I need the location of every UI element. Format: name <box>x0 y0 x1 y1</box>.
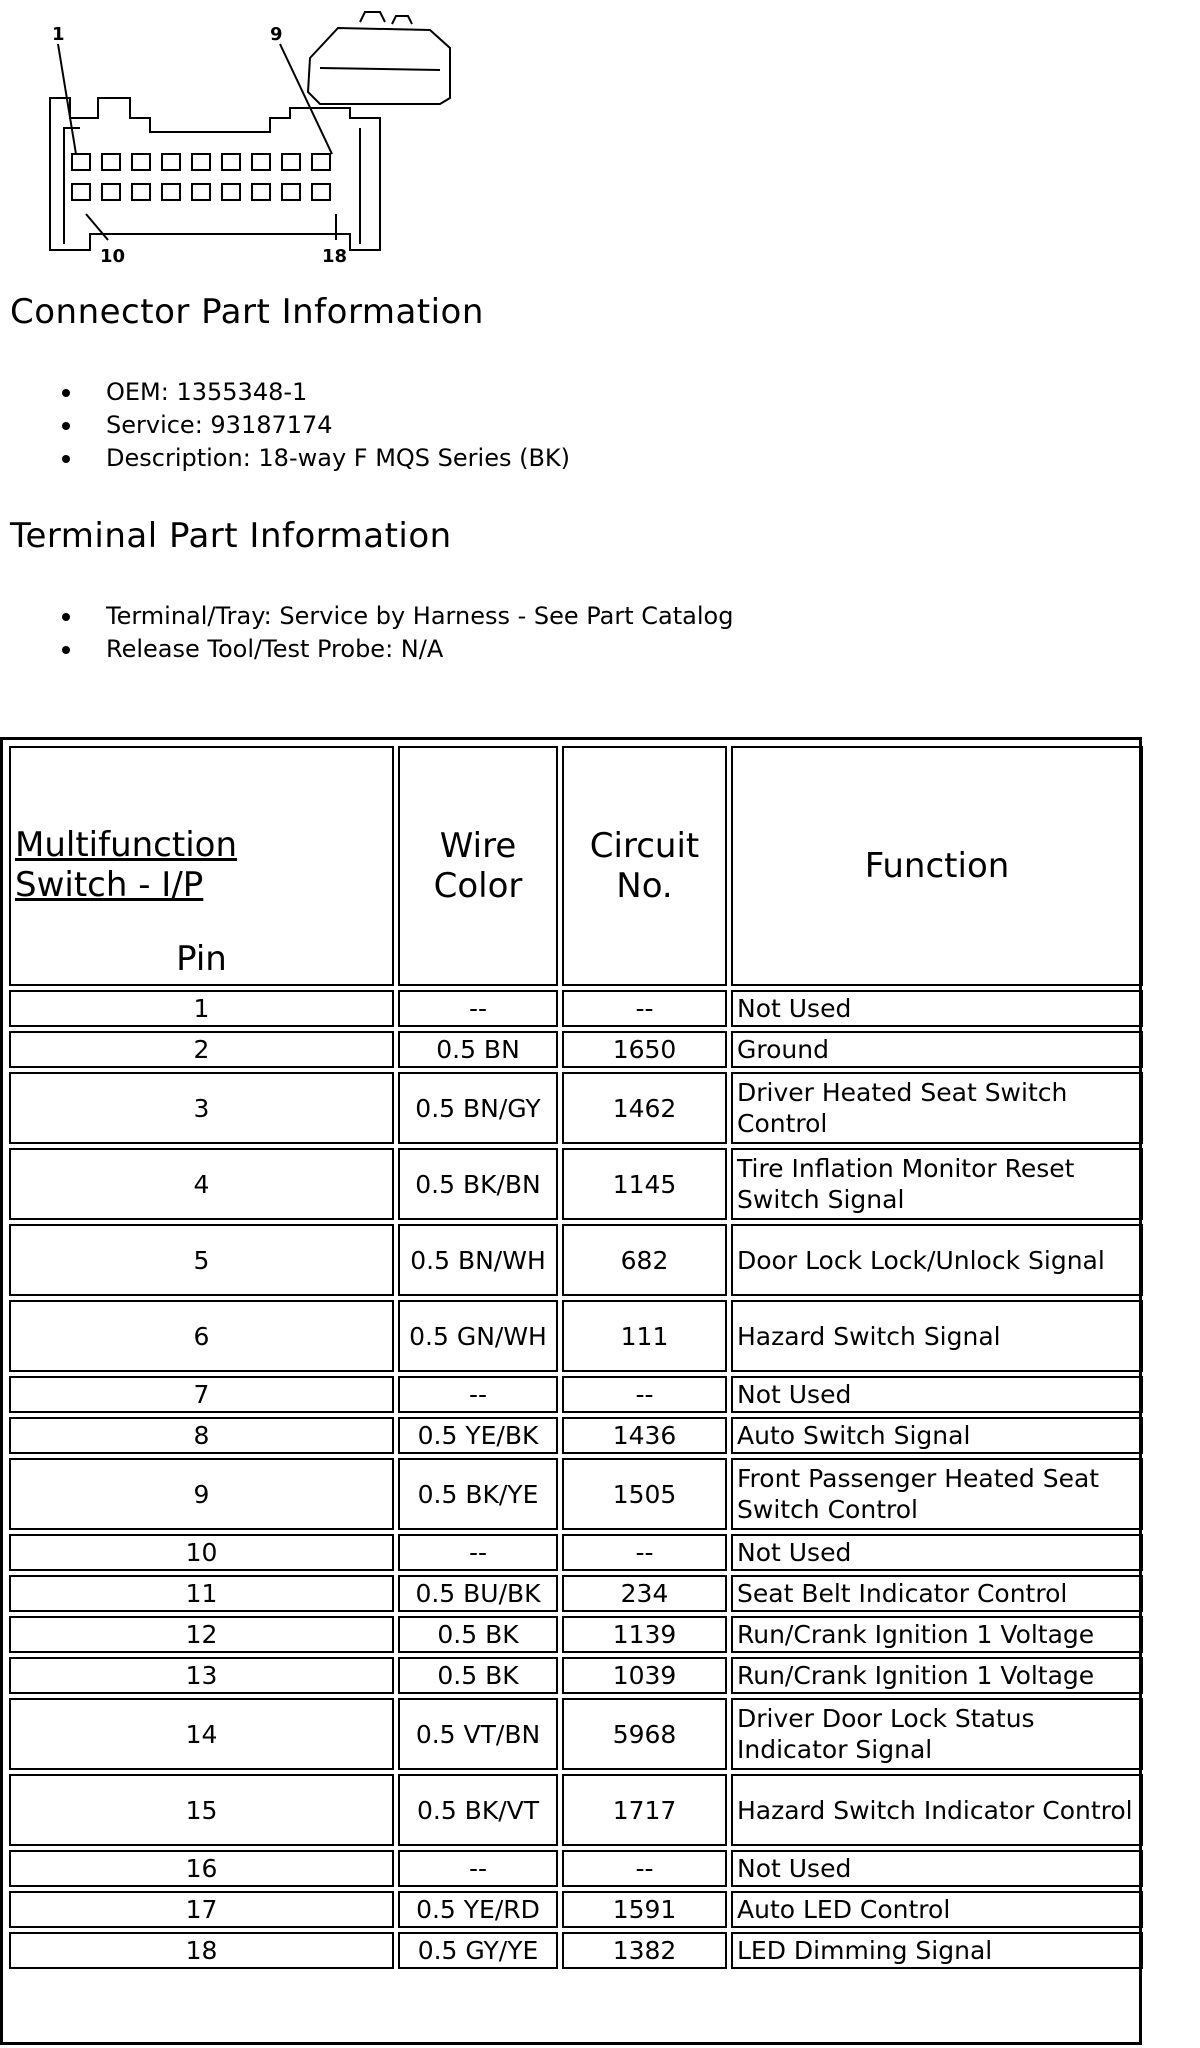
cavity <box>72 154 90 170</box>
pin-cell: 12 <box>9 1616 394 1653</box>
callout-10: 10 <box>100 246 126 267</box>
wire-color-cell: -- <box>398 1376 558 1413</box>
table-row <box>9 1376 1143 1413</box>
callout-18: 18 <box>322 246 348 267</box>
header-pin-label: Pin <box>176 939 227 979</box>
connector-description: Description: 18-way F MQS Series (BK) <box>60 442 570 475</box>
circuit-cell: -- <box>562 1534 727 1571</box>
table-row <box>9 1148 1143 1220</box>
function-cell: Tire Inflation Monitor Reset Switch Signal <box>731 1148 1143 1220</box>
pin-cell: 9 <box>9 1458 394 1530</box>
function-cell: Seat Belt Indicator Control <box>731 1575 1143 1612</box>
wire-color-cell: 0.5 BN/WH <box>398 1224 558 1296</box>
cavity <box>162 154 180 170</box>
terminal-info-list <box>60 600 733 666</box>
table-row <box>9 1698 1143 1770</box>
cavity <box>252 154 270 170</box>
wire-color-cell: 0.5 BK/VT <box>398 1774 558 1846</box>
function-cell: Hazard Switch Indicator Control <box>731 1774 1143 1846</box>
pin-cell: 10 <box>9 1534 394 1571</box>
wire-color-cell: 0.5 BN/GY <box>398 1072 558 1144</box>
table-row <box>9 1031 1143 1068</box>
table-row <box>9 1224 1143 1296</box>
circuit-cell: 1505 <box>562 1458 727 1530</box>
table-row <box>9 1300 1143 1372</box>
pin-cell: 11 <box>9 1575 394 1612</box>
circuit-cell: 111 <box>562 1300 727 1372</box>
connector-oem: OEM: 1355348-1 <box>60 376 570 409</box>
cavity <box>282 154 300 170</box>
circuit-cell: 1650 <box>562 1031 727 1068</box>
function-cell: Auto LED Control <box>731 1891 1143 1928</box>
table-row <box>9 1891 1143 1928</box>
table-row <box>9 1458 1143 1530</box>
function-cell: Hazard Switch Signal <box>731 1300 1143 1372</box>
wire-color-cell: -- <box>398 990 558 1027</box>
table-row <box>9 1657 1143 1694</box>
connector-service: Service: 93187174 <box>60 409 570 442</box>
cavity <box>222 154 240 170</box>
cavity <box>192 154 210 170</box>
multifunction-switch-link[interactable]: Multifunction Switch - I/P <box>15 825 237 905</box>
function-cell: Run/Crank Ignition 1 Voltage <box>731 1616 1143 1653</box>
table-row <box>9 1072 1143 1144</box>
terminal-release-tool: Release Tool/Test Probe: N/A <box>60 633 733 666</box>
header-circuit-no: Circuit No. <box>562 746 727 986</box>
function-cell: Not Used <box>731 990 1143 1027</box>
wire-color-cell: 0.5 VT/BN <box>398 1698 558 1770</box>
function-cell: Not Used <box>731 1850 1143 1887</box>
wire-color-cell: 0.5 BK/BN <box>398 1148 558 1220</box>
function-cell: Front Passenger Heated Seat Switch Control <box>731 1458 1143 1530</box>
callout-9: 9 <box>270 24 283 45</box>
table-row <box>9 1932 1143 1969</box>
cavity <box>312 154 330 170</box>
cavity <box>132 184 150 200</box>
circuit-cell: 1591 <box>562 1891 727 1928</box>
pin-cell: 16 <box>9 1850 394 1887</box>
circuit-cell: 1717 <box>562 1774 727 1846</box>
pinout-table <box>5 742 1147 1973</box>
header-function: Function <box>731 746 1143 986</box>
pin-cell: 4 <box>9 1148 394 1220</box>
wire-color-cell: 0.5 YE/BK <box>398 1417 558 1454</box>
function-cell: Run/Crank Ignition 1 Voltage <box>731 1657 1143 1694</box>
circuit-cell: 1382 <box>562 1932 727 1969</box>
function-cell: Driver Door Lock Status Indicator Signal <box>731 1698 1143 1770</box>
connector-info-list <box>60 376 570 475</box>
cavity <box>132 154 150 170</box>
pin-cell: 7 <box>9 1376 394 1413</box>
header-wire-color: Wire Color <box>398 746 558 986</box>
header-pin <box>9 746 394 986</box>
cavity <box>192 184 210 200</box>
cavity <box>222 184 240 200</box>
pin-cell: 5 <box>9 1224 394 1296</box>
circuit-cell: 234 <box>562 1575 727 1612</box>
terminal-tray: Terminal/Tray: Service by Harness - See Part Catalog <box>60 600 733 633</box>
pin-cell: 14 <box>9 1698 394 1770</box>
circuit-cell: 1139 <box>562 1616 727 1653</box>
wire-color-cell: -- <box>398 1534 558 1571</box>
circuit-cell: -- <box>562 1376 727 1413</box>
pin-cell: 18 <box>9 1932 394 1969</box>
table-row <box>9 1616 1143 1653</box>
pin-cell: 1 <box>9 990 394 1027</box>
pin-cell: 6 <box>9 1300 394 1372</box>
circuit-cell: 5968 <box>562 1698 727 1770</box>
circuit-cell: 1145 <box>562 1148 727 1220</box>
function-cell: Door Lock Lock/Unlock Signal <box>731 1224 1143 1296</box>
table-row <box>9 1534 1143 1571</box>
wire-color-cell: 0.5 BK <box>398 1616 558 1653</box>
table-row <box>9 990 1143 1027</box>
cavity <box>252 184 270 200</box>
cavity <box>162 184 180 200</box>
connector-diagram <box>20 8 460 268</box>
wire-color-cell: 0.5 YE/RD <box>398 1891 558 1928</box>
pin-cell: 13 <box>9 1657 394 1694</box>
pin-cell: 17 <box>9 1891 394 1928</box>
circuit-cell: -- <box>562 1850 727 1887</box>
wire-color-cell: 0.5 BU/BK <box>398 1575 558 1612</box>
function-cell: Auto Switch Signal <box>731 1417 1143 1454</box>
table-row <box>9 1850 1143 1887</box>
terminal-heading: Terminal Part Information <box>10 516 452 556</box>
cavity <box>102 154 120 170</box>
wire-color-cell: 0.5 BN <box>398 1031 558 1068</box>
circuit-cell: 682 <box>562 1224 727 1296</box>
function-cell: Driver Heated Seat Switch Control <box>731 1072 1143 1144</box>
pin-cell: 2 <box>9 1031 394 1068</box>
pin-cell: 3 <box>9 1072 394 1144</box>
function-cell: LED Dimming Signal <box>731 1932 1143 1969</box>
circuit-cell: 1039 <box>562 1657 727 1694</box>
callout-1: 1 <box>52 24 65 45</box>
wire-color-cell: 0.5 BK <box>398 1657 558 1694</box>
circuit-cell: 1462 <box>562 1072 727 1144</box>
function-cell: Not Used <box>731 1534 1143 1571</box>
cavity <box>102 184 120 200</box>
wire-color-cell: -- <box>398 1850 558 1887</box>
circuit-cell: -- <box>562 990 727 1027</box>
pin-cell: 8 <box>9 1417 394 1454</box>
wire-color-cell: 0.5 BK/YE <box>398 1458 558 1530</box>
circuit-cell: 1436 <box>562 1417 727 1454</box>
cavity <box>312 184 330 200</box>
cavity <box>282 184 300 200</box>
table-row <box>9 1575 1143 1612</box>
function-cell: Not Used <box>731 1376 1143 1413</box>
cavity <box>72 184 90 200</box>
pinout-table-frame <box>0 737 1142 2045</box>
wire-color-cell: 0.5 GN/WH <box>398 1300 558 1372</box>
wire-color-cell: 0.5 GY/YE <box>398 1932 558 1969</box>
table-header-row <box>9 746 1143 986</box>
table-row <box>9 1417 1143 1454</box>
pin-cell: 15 <box>9 1774 394 1846</box>
connector-heading: Connector Part Information <box>10 292 484 332</box>
function-cell: Ground <box>731 1031 1143 1068</box>
table-row <box>9 1774 1143 1846</box>
